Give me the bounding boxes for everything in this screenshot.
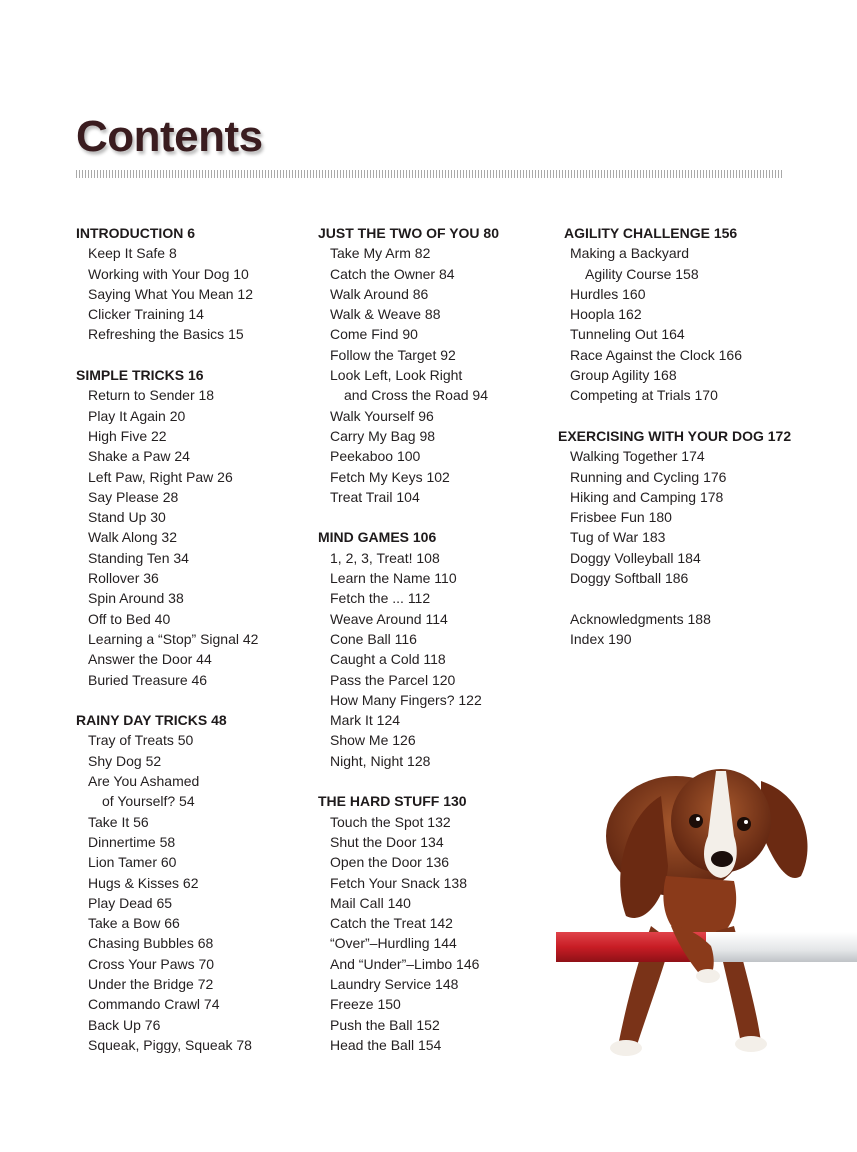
toc-entry: And “Under”–Limbo 146: [330, 955, 480, 972]
toc-entry: Tug of War 183: [570, 529, 666, 546]
toc-entry: Touch the Spot 132: [330, 813, 451, 830]
toc-entry: Doggy Softball 186: [570, 570, 689, 587]
toc-entry: Index 190: [570, 630, 632, 647]
toc-entry: Answer the Door 44: [88, 651, 212, 668]
toc-entry: Frisbee Fun 180: [570, 509, 672, 526]
toc-entry: Shy Dog 52: [88, 752, 162, 769]
section-spacer: [558, 588, 857, 608]
toc-entry: Refreshing the Basics 15: [88, 326, 244, 343]
contents-column-3: [558, 223, 857, 649]
hurdle-bar-white: [706, 932, 857, 962]
toc-entry: Mail Call 140: [330, 894, 411, 911]
toc-entry: and Cross the Road 94: [344, 387, 488, 404]
toc-entry: Fetch My Keys 102: [330, 468, 450, 485]
toc-entry: Shake a Paw 24: [88, 448, 190, 465]
toc-entry: Keep It Safe 8: [88, 245, 177, 262]
toc-entry: Competing at Trials 170: [570, 387, 718, 404]
toc-entry: Take My Arm 82: [330, 245, 431, 262]
toc-entry: Walking Together 174: [570, 448, 705, 465]
toc-entry: Are You Ashamed: [88, 773, 200, 790]
toc-entry: Take It 56: [88, 813, 149, 830]
section-spacer: [318, 507, 558, 527]
toc-entry: Walk Yourself 96: [330, 407, 434, 424]
toc-entry: Pass the Parcel 120: [330, 671, 456, 688]
dog-photo: [556, 726, 857, 1126]
toc-entry: Doggy Volleyball 184: [570, 549, 701, 566]
toc-entry: Dinnertime 58: [88, 833, 176, 850]
toc-entry: 1, 2, 3, Treat! 108: [330, 549, 440, 566]
toc-entry: High Five 22: [88, 427, 167, 444]
toc-entry: Learn the Name 110: [330, 570, 457, 587]
toc-entry: Hoopla 162: [570, 306, 642, 323]
toc-entry: “Over”–Hurdling 144: [330, 935, 457, 952]
toc-entry: Squeak, Piggy, Squeak 78: [88, 1036, 252, 1053]
toc-entry: Left Paw, Right Paw 26: [88, 468, 233, 485]
toc-entry: Walk & Weave 88: [330, 306, 441, 323]
toc-entry: Return to Sender 18: [88, 387, 215, 404]
toc-entry: Carry My Bag 98: [330, 427, 436, 444]
decorative-rule: [76, 170, 784, 178]
toc-entry: Head the Ball 154: [330, 1036, 442, 1053]
dog-eye-left: [689, 814, 703, 828]
section-heading: JUST THE TWO OF YOU 80: [318, 225, 499, 241]
toc-entry: Fetch Your Snack 138: [330, 874, 467, 891]
toc-entry: Tunneling Out 164: [570, 326, 685, 343]
toc-entry: Cross Your Paws 70: [88, 955, 215, 972]
toc-entry: Walk Along 32: [88, 529, 177, 546]
toc-entry: Mark It 124: [330, 712, 401, 729]
toc-entry: Follow the Target 92: [330, 346, 456, 363]
section-heading: EXERCISING WITH YOUR DOG 172: [558, 427, 792, 444]
toc-entry: Say Please 28: [88, 488, 179, 505]
toc-entry: Working with Your Dog 10: [88, 265, 249, 282]
toc-entry: Treat Trail 104: [330, 488, 420, 505]
toc-entry: Weave Around 114: [330, 610, 448, 627]
toc-entry: Standing Ten 34: [88, 549, 189, 566]
toc-entry: Catch the Treat 142: [330, 915, 453, 932]
toc-entry: Agility Course 158: [585, 265, 699, 282]
toc-entry: Group Agility 168: [570, 367, 677, 384]
toc-entry: Hugs & Kisses 62: [88, 874, 199, 891]
toc-entry: Making a Backyard: [570, 245, 690, 262]
toc-entry: Catch the Owner 84: [330, 265, 455, 282]
contents-column-2: [318, 223, 558, 1055]
toc-entry: Play Dead 65: [88, 894, 173, 911]
toc-entry: Come Find 90: [330, 326, 418, 343]
toc-entry: Peekaboo 100: [330, 448, 421, 465]
toc-entry: Race Against the Clock 166: [570, 346, 742, 363]
toc-entry: Laundry Service 148: [330, 975, 459, 992]
toc-entry: Buried Treasure 46: [88, 671, 208, 688]
toc-entry: How Many Fingers? 122: [330, 691, 482, 708]
toc-entry: Open the Door 136: [330, 854, 450, 871]
toc-entry: Take a Bow 66: [88, 915, 180, 932]
toc-entry: Hurdles 160: [570, 285, 646, 302]
toc-entry: Show Me 126: [330, 732, 416, 749]
page-title: Contents: [76, 112, 263, 161]
toc-entry: Clicker Training 14: [88, 306, 204, 323]
section-heading: MIND GAMES 106: [318, 529, 437, 546]
toc-entry: Learning a “Stop” Signal 42: [88, 630, 259, 647]
contents-column-1: [76, 223, 316, 1055]
section-spacer: [76, 345, 316, 365]
section-spacer: [558, 406, 857, 426]
toc-entry: Tray of Treats 50: [88, 732, 194, 749]
toc-entry: Fetch the ... 112: [330, 590, 431, 607]
toc-entry: Rollover 36: [88, 570, 159, 587]
toc-entry: Caught a Cold 118: [330, 651, 446, 668]
toc-entry: Acknowledgments 188: [570, 610, 711, 627]
toc-entry: Freeze 150: [330, 996, 401, 1013]
section-spacer: [76, 690, 316, 710]
toc-entry: Push the Ball 152: [330, 1016, 440, 1033]
toc-entry: Shut the Door 134: [330, 833, 444, 850]
toc-entry: Back Up 76: [88, 1016, 161, 1033]
toc-entry: Commando Crawl 74: [88, 996, 220, 1013]
section-spacer: [318, 771, 558, 791]
toc-entry: Play It Again 20: [88, 407, 186, 424]
toc-entry: Walk Around 86: [330, 285, 429, 302]
section-heading: RAINY DAY TRICKS 48: [76, 712, 227, 729]
toc-entry: of Yourself? 54: [102, 793, 195, 810]
toc-entry: Night, Night 128: [330, 752, 431, 769]
dog-eye-right: [737, 817, 751, 831]
toc-entry: Off to Bed 40: [88, 610, 171, 627]
toc-entry: Lion Tamer 60: [88, 854, 177, 871]
section-heading: INTRODUCTION 6: [76, 225, 195, 241]
toc-entry: Cone Ball 116: [330, 630, 417, 647]
toc-entry: Running and Cycling 176: [570, 468, 727, 485]
toc-entry: Hiking and Camping 178: [570, 488, 724, 505]
dog-illustration: [556, 726, 857, 1126]
dog-nose: [711, 851, 733, 867]
toc-entry: Look Left, Look Right: [330, 367, 463, 384]
toc-entry: Under the Bridge 72: [88, 975, 214, 992]
toc-entry: Chasing Bubbles 68: [88, 935, 214, 952]
section-heading: THE HARD STUFF 130: [318, 793, 467, 810]
toc-entry: Spin Around 38: [88, 590, 184, 607]
toc-entry: Stand Up 30: [88, 509, 166, 526]
section-heading: AGILITY CHALLENGE 156: [564, 225, 738, 241]
toc-entry: Saying What You Mean 12: [88, 285, 254, 302]
section-heading: SIMPLE TRICKS 16: [76, 367, 204, 384]
